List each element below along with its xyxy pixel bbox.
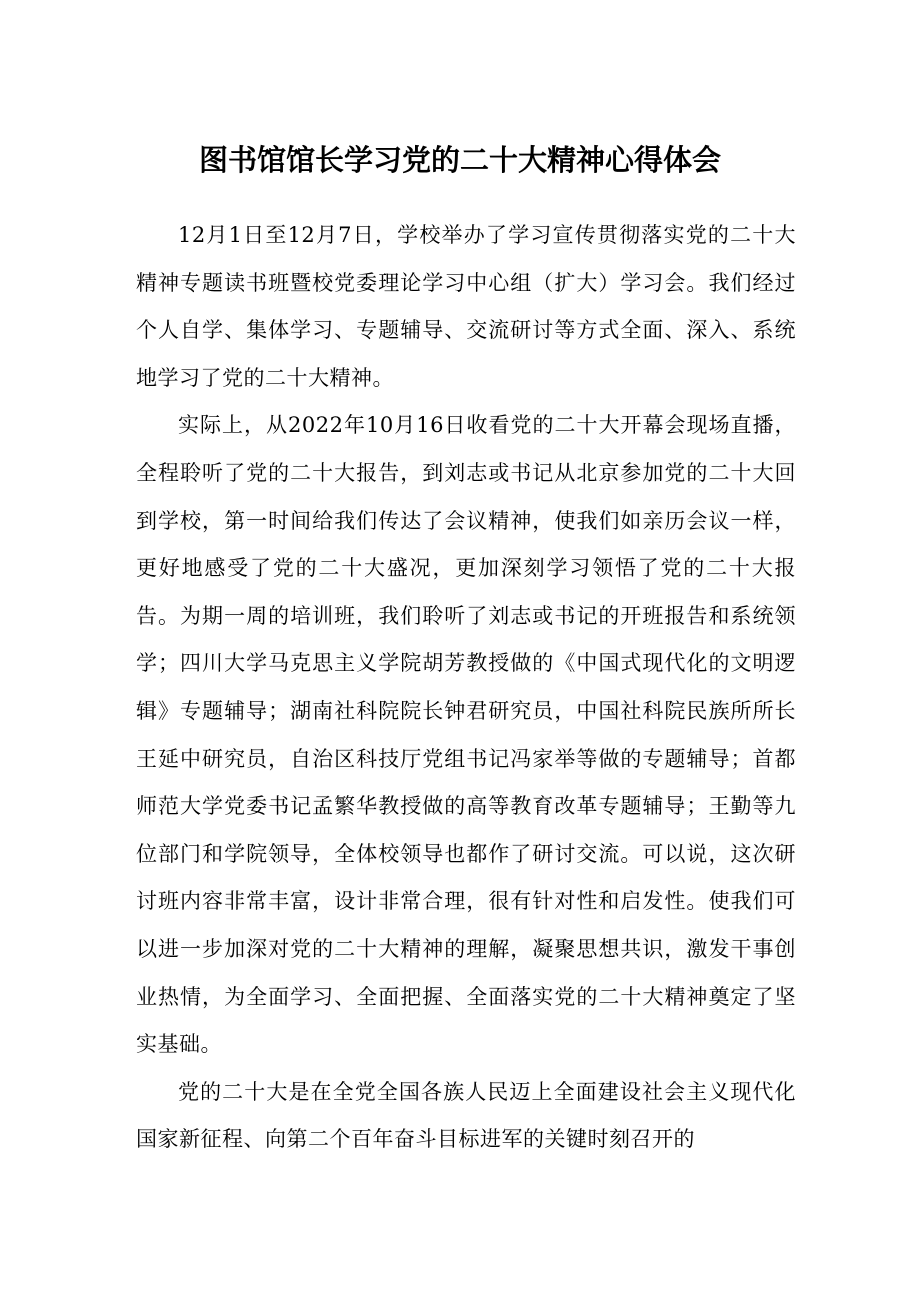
document-title: 图书馆馆长学习党的二十大精神心得体会 (198, 143, 721, 177)
paragraph-2: 实际上，从2022年10月16日收看党的二十大开幕会现场直播，全程聆听了党的二十大报告，到刘志或书记从北京参加党的二十大回到学校，第一时间给我们传达了会议精神，使我们如亲历会议一样，更好地感受了党的二十大盛况，更加深刻学习领悟了党的二十大报告。为期一周的培训班，我们聆听了刘志或书记的开班报告和系统领学；四川大学马克思主义学院胡芳教授做的《中国式现代化的文明逻辑》专题辅导；湖南社科院院长钟君研究员，中国社科院民族所所长王延中研究员，自治区科技厅党组书记冯家举等做的专题辅导；首都师范大学党委书记孟繁华教授做的高等教育改革专题辅导；王勤等九位部门和学院领导，全体校领导也都作了研讨交流。可以说，这次研讨班内容非常丰富，设计非常合理，很有针对性和启发性。使我们可以进一步加深对党的二十大精神的理解，凝聚思想共识，激发干事创业热情，为全面学习、全面把握、全面落实党的二十大精神奠定了坚实基础。 (136, 413, 796, 1057)
paragraph-1: 12月1日至12月7日，学校举办了学习宣传贯彻落实党的二十大精神专题读书班暨校党委理论学习中心组（扩大）学习会。我们经过个人自学、集体学习、专题辅导、交流研讨等方式全面、深入、系统地学习了党的二十大精神。 (136, 223, 796, 390)
document-body (136, 212, 796, 1164)
paragraph-3: 党的二十大是在全党全国各族人民迈上全面建设社会主义现代化国家新征程、向第二个百年奋斗目标进军的关键时刻召开的 (136, 1079, 796, 1152)
